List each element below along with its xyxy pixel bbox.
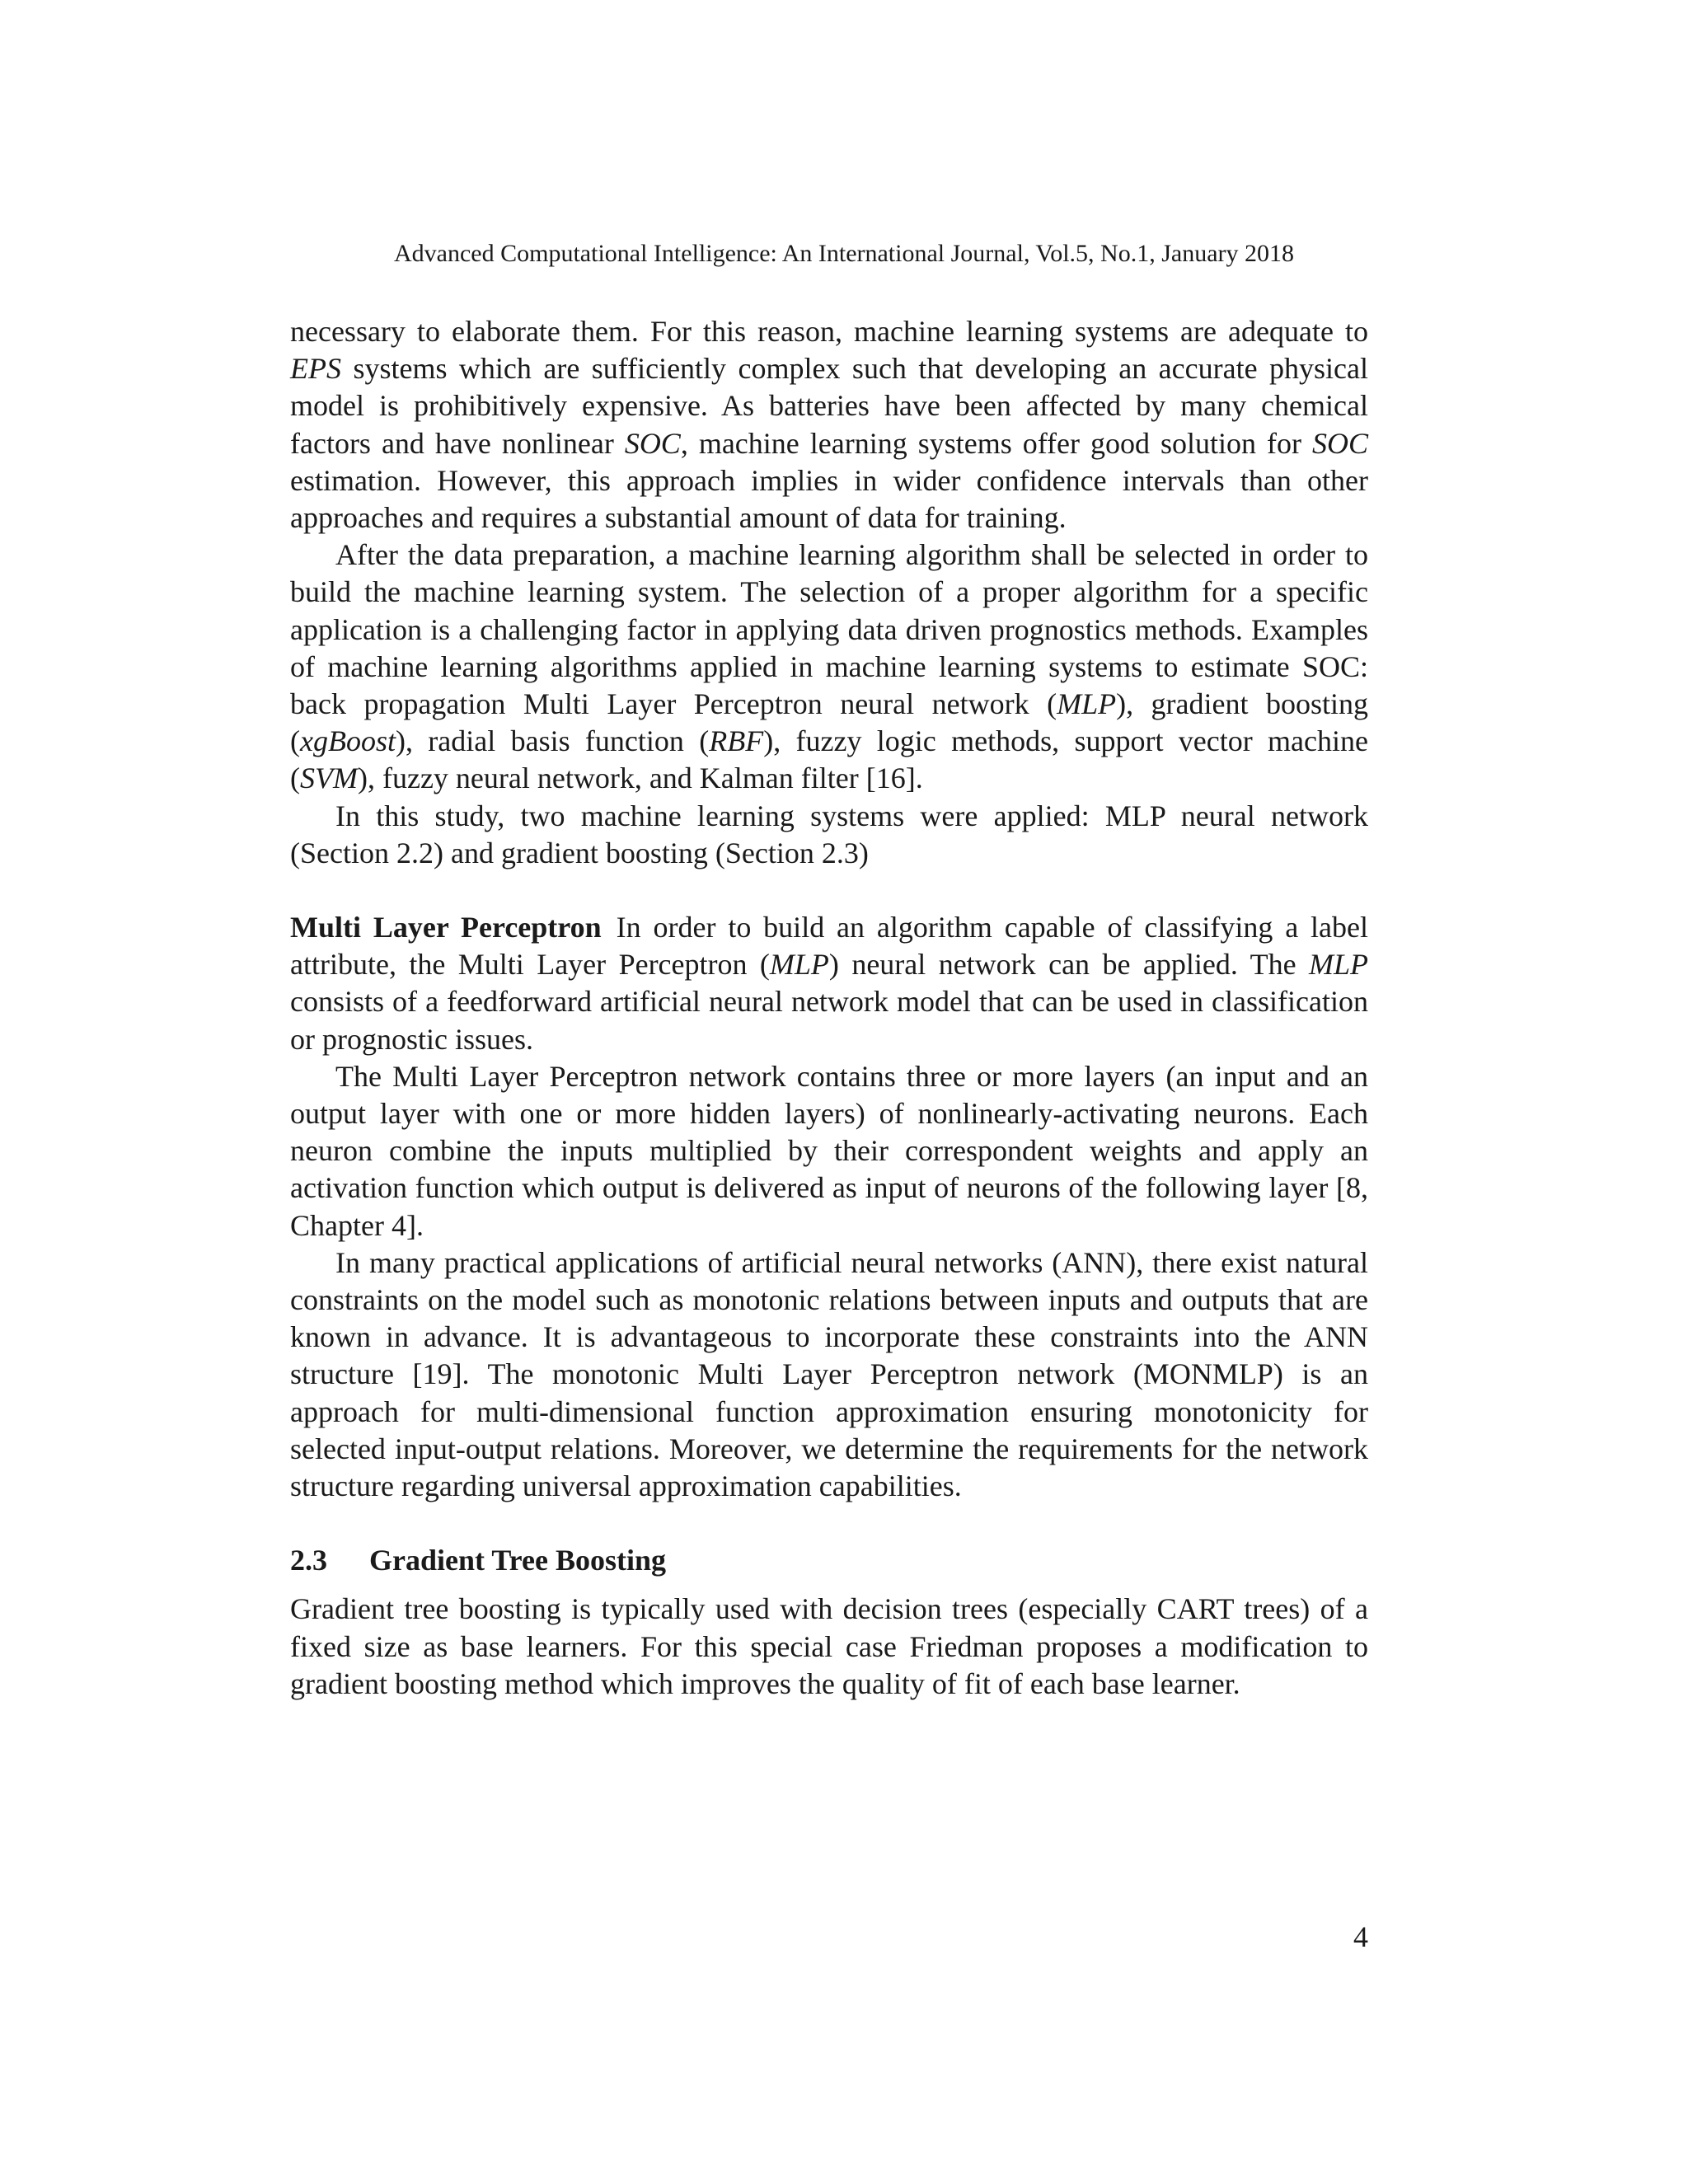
paragraph-6: In many practical applications of artificial neural networks (ANN), there exist natural constraints on the model such as monotonic relations between inputs and outputs that are known in advance. It is advantageous to incorporate these constraints into the ANN structure [19]. The monotonic Multi Layer Perceptron network (MONMLP) is an approach for multi-dimensional function approximation ensuring monotonicity for selected input-output relations. Moreover, we determine the requirements for the network structure regarding universal approximation capabilities. [290,1245,1368,1503]
paragraph-7: Gradient tree boosting is typically used with decision trees (especially CART trees) of a fixed size as base learners. For this special case Friedman proposes a modification to gradient boosting method which improves the quality of fit of each base learner. [290,1592,1368,1700]
text-run: systems which are sufficiently complex such that developing an accurate physical model is prohibitively expensive. As batteries have been affected by many chemical factors and have nonlinear [290,352,1368,460]
math-rbf: RBF [709,724,764,758]
text-run: After the data preparation, a machine learning algorithm shall be selected in order to build the machine learning system. The selection of a proper algorithm for a specific application is a challenging factor in applying data driven prognostics methods. Examples of machine learning algorithms applied in machine learning systems to estimate SOC: back propagation Multi Layer Perceptron neural network ( [290,538,1368,721]
math-mlp: MLP [1309,948,1368,982]
text-run: ), radial basis function ( [395,724,710,758]
body-text [290,313,1368,1703]
text-run: ) neural network can be applied. The [828,948,1309,982]
math-xgboost: xgBoost [300,724,396,758]
math-soc: SOC [1311,426,1368,460]
text-run: necessary to elaborate them. For this reason, machine learning systems are adequate to [290,315,1368,348]
page-number: 4 [1353,1920,1368,1953]
text-run: ), fuzzy logic methods, support vector machine ( [290,724,1368,795]
paragraph-mlp-intro [290,909,1368,1058]
paragraph-3: In this study, two machine learning systems were applied: MLP neural network (Section 2.2) and gradient boosting (Section 2.3) [290,799,1368,869]
text-run: In order to build an algorithm capable of classifying a label attribute, the Multi Layer Perceptron ( [290,911,1368,982]
text-run: ), fuzzy neural network, and Kalman filter [16]. [357,762,923,795]
math-mlp: MLP [1057,687,1117,721]
paragraph-1 [290,313,1368,537]
text-run: ), gradient boosting ( [290,687,1368,758]
section-number: 2.3 [290,1544,327,1577]
run-in-heading: Multi Layer Perceptron [290,911,602,944]
math-mlp: MLP [769,948,829,982]
section-heading [290,1542,1368,1579]
paragraph-2 [290,537,1368,797]
math-svm: SVM [300,762,358,795]
text-run: , machine learning systems offer good solution for [680,426,1312,460]
math-soc: SOC [624,426,681,460]
running-header: Advanced Computational Intelligence: An International Journal, Vol.5, No.1, January 2018 [394,240,1294,267]
text-run: consists of a feedforward artificial neural network model that can be used in classification or prognostic issues. [290,985,1368,1056]
paragraph-5: The Multi Layer Perceptron network contains three or more layers (an input and an output layer with one or more hidden layers) of nonlinearly-activating neurons. Each neuron combine the inputs multiplied by their correspondent weights and apply an activation function which output is delivered as input of neurons of the following layer [8, Chapter 4]. [290,1059,1368,1242]
section-title: Gradient Tree Boosting [369,1544,666,1577]
math-eps: EPS [290,352,341,386]
text-run: estimation. However, this approach implies in wider confidence intervals than other approaches and requires a substantial amount of data for training. [290,463,1368,535]
